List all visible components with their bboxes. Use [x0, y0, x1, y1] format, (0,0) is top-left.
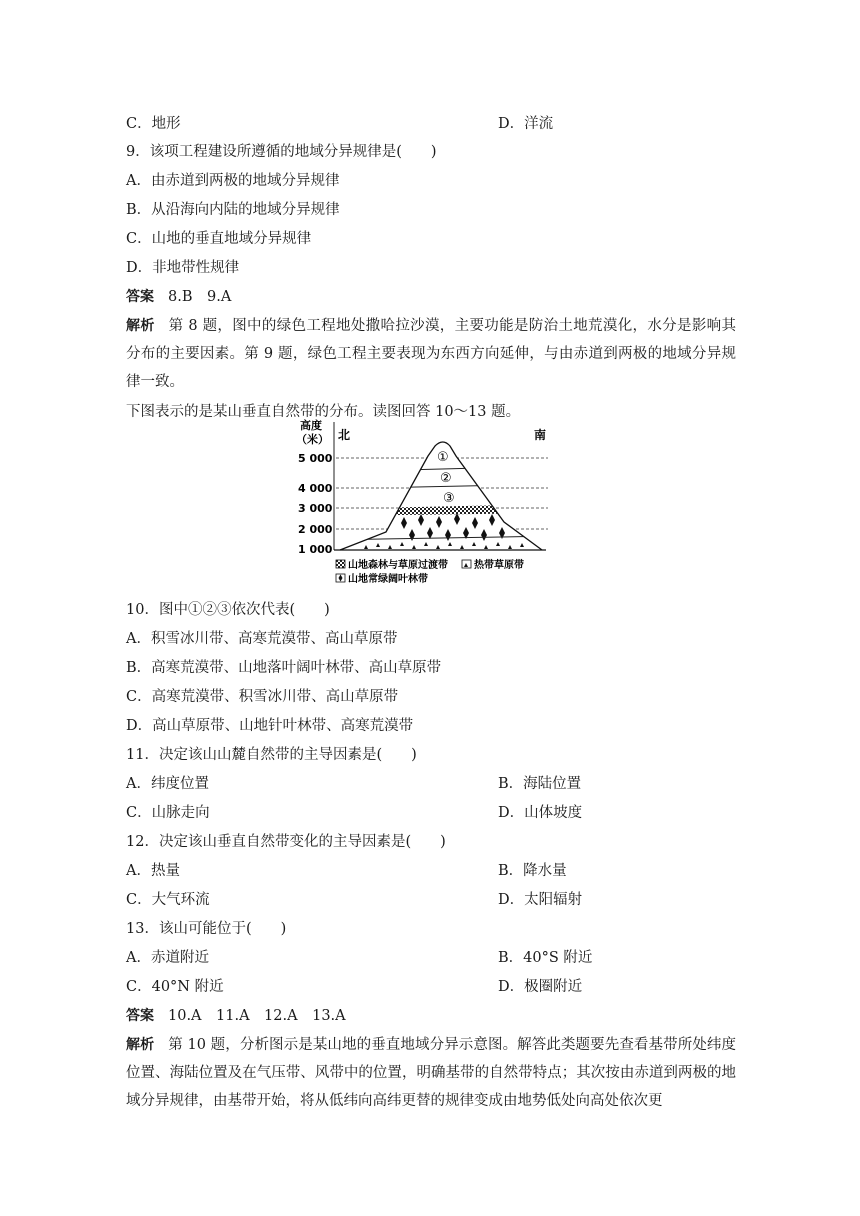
q10-option-b: B．高寒荒漠带、山地落叶阔叶林带、高山草原带: [126, 660, 442, 676]
q12-option-b: B．降水量: [498, 863, 567, 879]
tick-2000: 2 000: [298, 523, 333, 536]
answer-text-2: 10.A 11.A 12.A 13.A: [168, 1008, 346, 1024]
q13-option-b: B．40°S 附近: [498, 950, 593, 966]
zone-2-label: ②: [440, 471, 452, 486]
legend: [336, 558, 524, 585]
answer-label: 答案: [126, 289, 154, 305]
q8-option-row: [126, 114, 554, 134]
q11-stem: 11．决定该山山麓自然带的主导因素是( ): [126, 747, 417, 763]
y-axis-title-1: 高度: [300, 419, 322, 432]
q10-option-c: C．高寒荒漠带、积雪冰川带、高山草原带: [126, 689, 399, 705]
q12-option-c: C．大气环流: [126, 892, 210, 908]
q12-option-d: D．太阳辐射: [498, 892, 583, 908]
y-axis-title-2: （米）: [296, 433, 329, 446]
q13-stem: 13．该山可能位于( ): [126, 921, 287, 937]
q9-option-a: A．由赤道到两极的地域分异规律: [126, 173, 340, 189]
zone-1-label: ①: [437, 450, 449, 465]
legend-swatch-transition: [336, 560, 345, 568]
q12-option-a: A．热量: [126, 863, 180, 879]
q12-row-1: [126, 861, 567, 881]
vertical-zone-diagram: [296, 416, 558, 586]
q13-option-c: C．40°N 附近: [126, 979, 224, 995]
q13-row-2: [126, 977, 583, 997]
q8-option-d: D．洋流: [498, 116, 554, 132]
figure-intro: 下图表示的是某山垂直自然带的分布。读图回答 10～13 题。: [126, 404, 521, 420]
legend-evergreen: 山地常绿阔叶林带: [348, 574, 428, 585]
q8-option-c: C．地形: [126, 116, 181, 132]
tick-5000: 5 000: [298, 452, 333, 465]
q13-row-1: [126, 948, 593, 968]
q11-option-d: D．山体坡度: [498, 805, 583, 821]
q13-option-d: D．极圈附近: [498, 979, 583, 995]
answer-row-2: [126, 1006, 346, 1026]
tick-3000: 3 000: [298, 502, 333, 515]
analysis-label: 解析: [126, 318, 155, 334]
q11-option-a: A．纬度位置: [126, 776, 209, 792]
answer-row-1: [126, 287, 231, 307]
q13-option-a: A．赤道附近: [126, 950, 209, 966]
q9-option-c: C．山地的垂直地域分异规律: [126, 231, 312, 247]
analysis-text: 第 8 题，图中的绿色工程地处撒哈拉沙漠，主要功能是防治土地荒漠化，水分是影响其分布的主要因素。第 9 题，绿色工程主要表现为东西方向延伸，与由赤道到两极的地域分异规律一致。: [126, 318, 736, 390]
q11-row-2: [126, 803, 583, 823]
analysis-paragraph-2: [126, 1031, 736, 1115]
q10-stem: 10．图中①②③依次代表( ): [126, 602, 330, 618]
q12-stem: 12．决定该山垂直自然带变化的主导因素是( ): [126, 834, 446, 850]
q12-row-2: [126, 890, 583, 910]
answer-text: 8.B 9.A: [168, 289, 232, 305]
south-label: 南: [534, 428, 547, 442]
q9-option-b: B．从沿海向内陆的地域分异规律: [126, 202, 340, 218]
q11-option-b: B．海陆位置: [498, 776, 582, 792]
q9-option-d: D．非地带性规律: [126, 260, 240, 276]
north-label: 北: [338, 428, 351, 442]
q11-row-1: [126, 774, 582, 794]
q10-option-a: A．积雪冰川带、高寒荒漠带、高山草原带: [126, 631, 398, 647]
analysis-paragraph-1: [126, 312, 736, 396]
tick-4000: 4 000: [298, 482, 333, 495]
q10-option-d: D．高山草原带、山地针叶林带、高寒荒漠带: [126, 718, 414, 734]
legend-transition: 山地森林与草原过渡带: [348, 560, 448, 571]
analysis-label-2: 解析: [126, 1037, 155, 1053]
q11-option-c: C．山脉走向: [126, 805, 210, 821]
zone-3-label: ③: [443, 491, 455, 506]
legend-grassland: 热带草原带: [474, 560, 524, 571]
analysis-text-2: 第 10 题，分析图示是某山地的垂直地域分异示意图。解答此类题要先查看基带所处纬度位置、海陆位置及在气压带、风带中的位置，明确基带的自然带特点；其次按由赤道到两极的地域分异规律，由基带开始，将从低纬向高纬更替的规律变成由地势低处向高处依次更: [126, 1037, 736, 1109]
q9-stem: 9．该项工程建设所遵循的地域分异规律是( ): [126, 144, 437, 160]
answer-label-2: 答案: [126, 1008, 154, 1024]
tick-1000: 1 000: [298, 543, 333, 556]
